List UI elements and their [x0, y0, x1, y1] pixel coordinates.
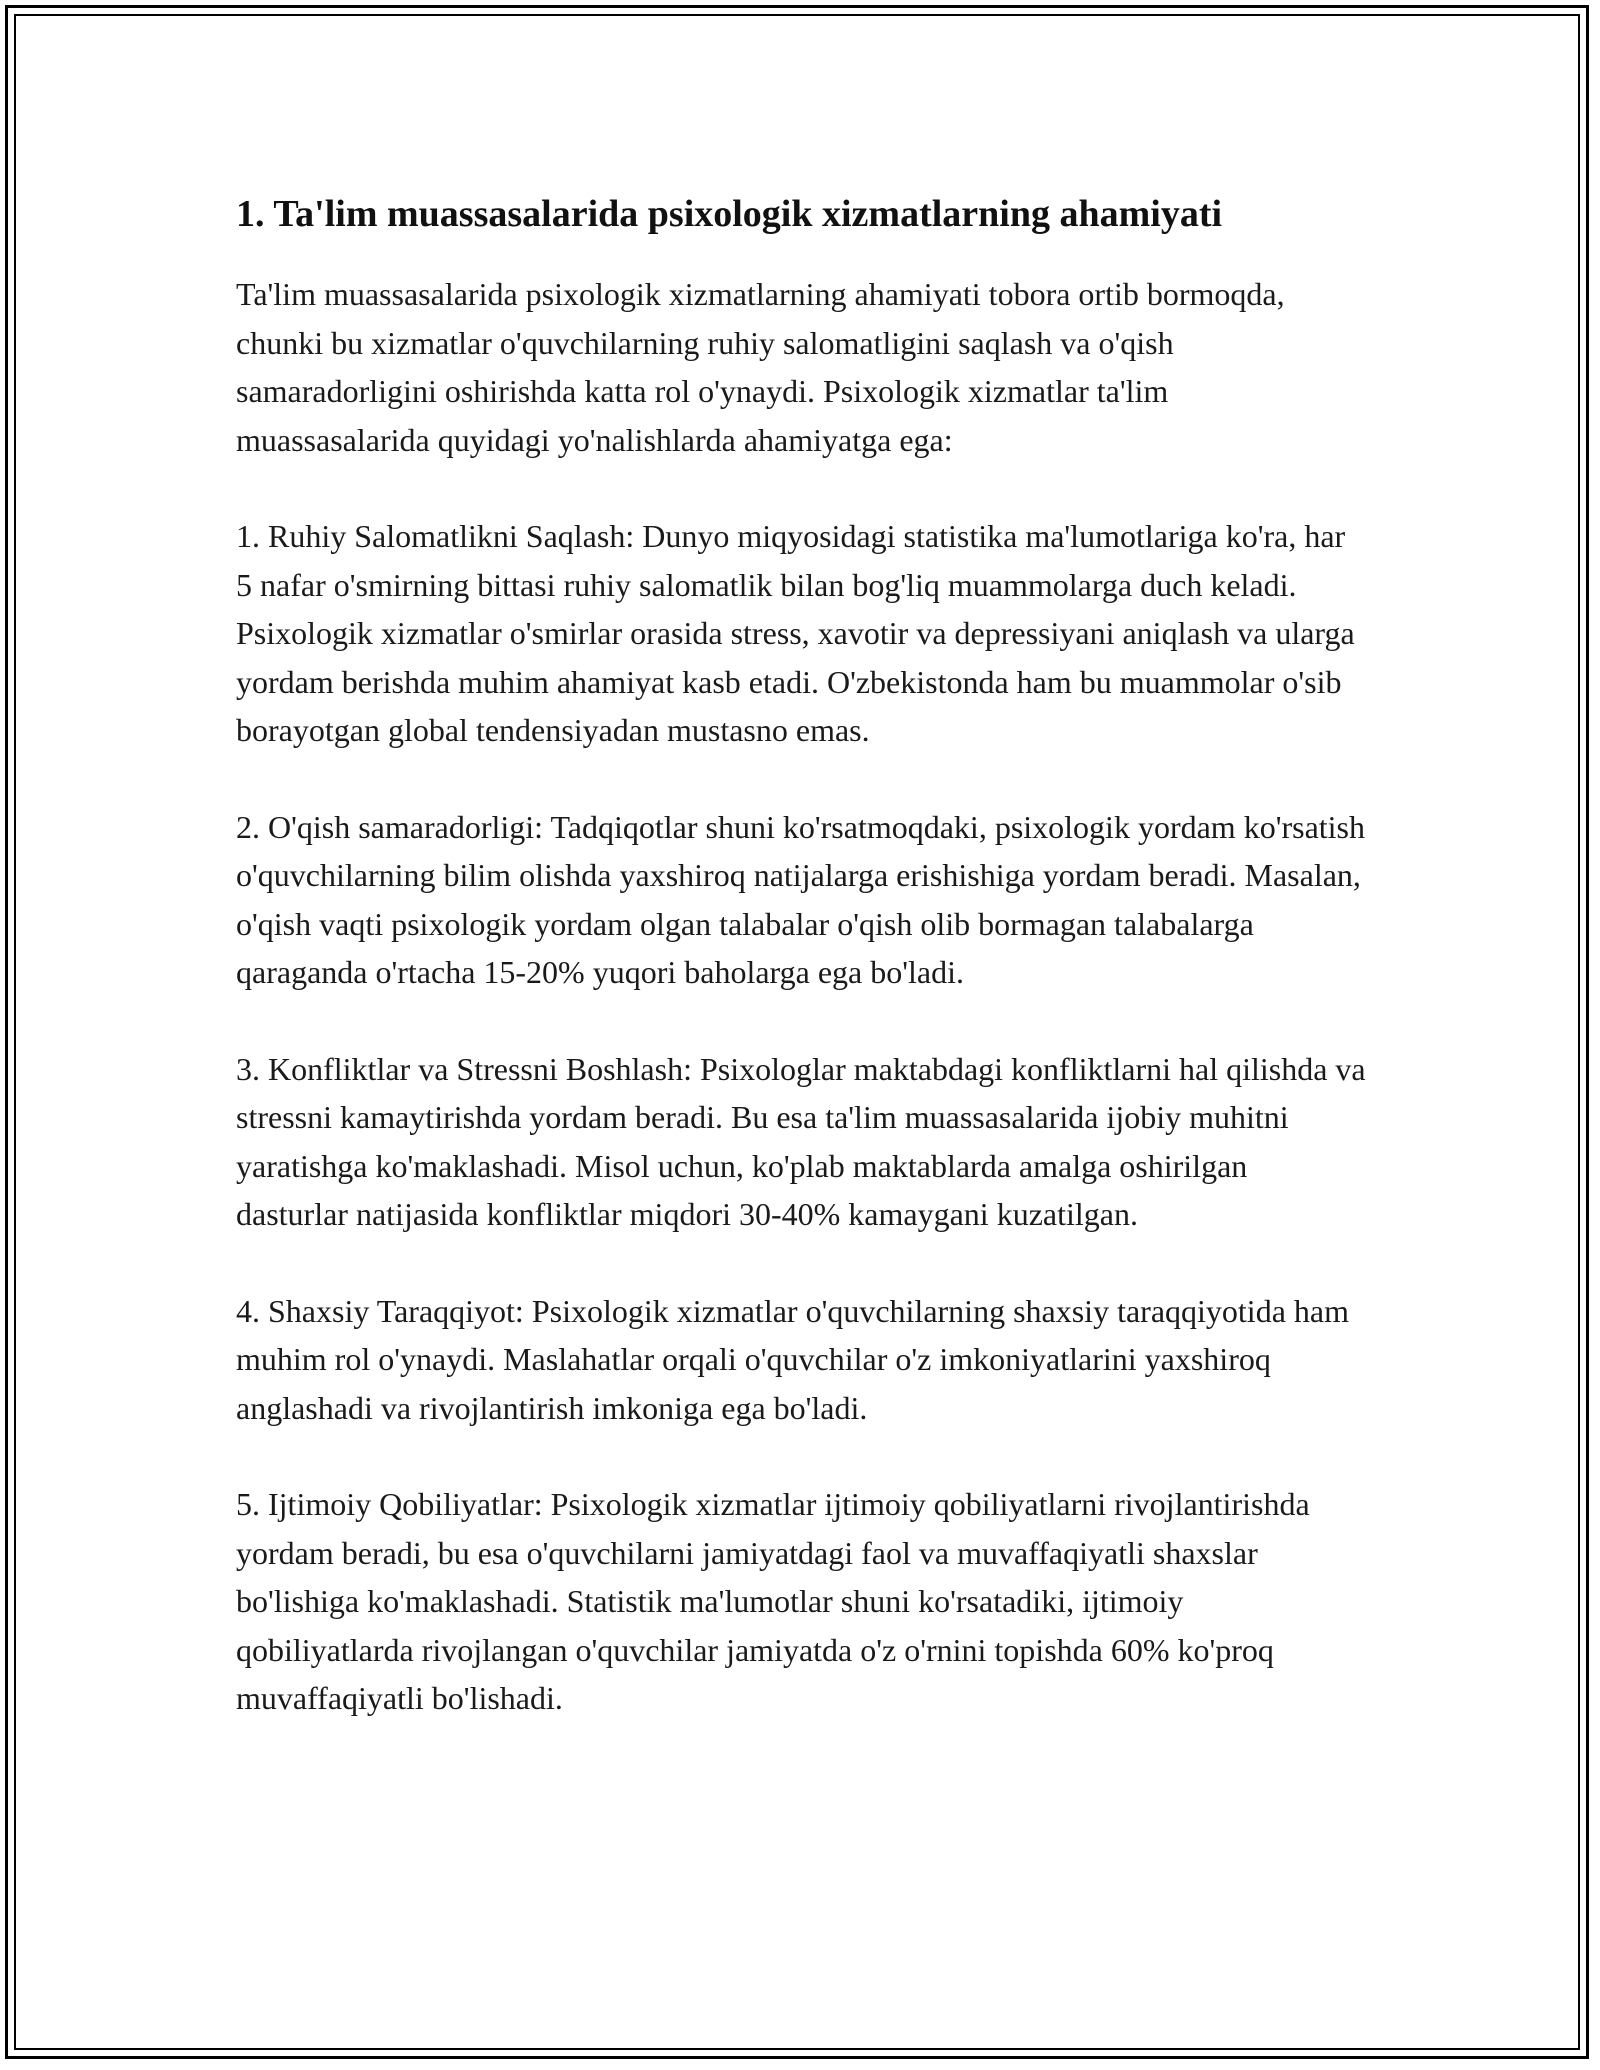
intro-paragraph: Ta'lim muassasalarida psixologik xizmatlarning ahamiyati tobora ortib bormoqda, chunki bu xizmatlar o'quvchilarning ruhiy salomatligini saqlash va o'qish samaradorligini oshirishda katta rol o'ynaydi. Psixologik xizmatlar ta'lim muassasalarida quyidagi yo'nalishlarda ahamiyatga ega:	[236, 276, 1285, 458]
paragraph-study-efficiency: 2. O'qish samaradorligi: Tadqiqotlar shuni ko'rsatmoqdaki, psixologik yordam ko'rsatish o'quvchilarning bilim olishda yaxshiroq natijalarga erishishiga yordam beradi. Masalan, o'qish vaqti psixologik yordam olgan talabalar o'qish olib bormagan talabalarga qaraganda o'rtacha 15-20% yuqori baholarga ega bo'ladi.	[236, 808, 1365, 990]
document-body	[236, 188, 1366, 1771]
paragraph-conflict-stress: 3. Konfliktlar va Stressni Boshlash: Psixologlar maktabdagi konfliktlarni hal qilishda va stressni kamaytirishda yordam beradi. Bu esa ta'lim muassasalarida ijobiy muhitni yaratishga ko'maklashadi. Misol uchun, ko'plab maktablarda amalga oshirilgan dasturlar natijasida konfliktlar miqdori 30-40% kamaygani kuzatilgan.	[236, 1050, 1366, 1232]
paragraph-social-skills: 5. Ijtimoiy Qobiliyatlar: Psixologik xizmatlar ijtimoiy qobiliyatlarni rivojlantirishda yordam beradi, bu esa o'quvchilarni jamiyatdagi faol va muvaffaqiyatli shaxslar bo'lishiga ko'maklashadi. Statistik ma'lumotlar shuni ko'rsatadiki, ijtimoiy qobiliyatlarda rivojlangan o'quvchilar jamiyatda o'z o'rnini topishda 60% ko'proq muvaffaqiyatli bo'lishadi.	[236, 1486, 1310, 1716]
document-title: 1. Ta'lim muassasalarida psixologik xizmatlarning ahamiyati	[236, 193, 1223, 235]
paragraph-personal-development: 4. Shaxsiy Taraqqiyot: Psixologik xizmatlar o'quvchilarning shaxsiy taraqqiyotida ham muhim rol o'ynaydi. Maslahatlar orqali o'quvchilar o'z imkoniyatlarini yaxshiroq anglashadi va rivojlantirish imkoniga ega bo'ladi.	[236, 1292, 1349, 1426]
paragraph-mental-health: 1. Ruhiy Salomatlikni Saqlash: Dunyo miqyosidagi statistika ma'lumotlariga ko'ra, har 5 nafar o'smirning bittasi ruhiy salomatlik bilan bog'liq muammolarga duch keladi. Psixologik xizmatlar o'smirlar orasida stress, xavotir va depressiyani aniqlash va ularga yordam berishda muhim ahamiyat kasb etadi. O'zbekistonda ham bu muammolar o'sib borayotgan global tendensiyadan mustasno emas.	[236, 518, 1355, 748]
